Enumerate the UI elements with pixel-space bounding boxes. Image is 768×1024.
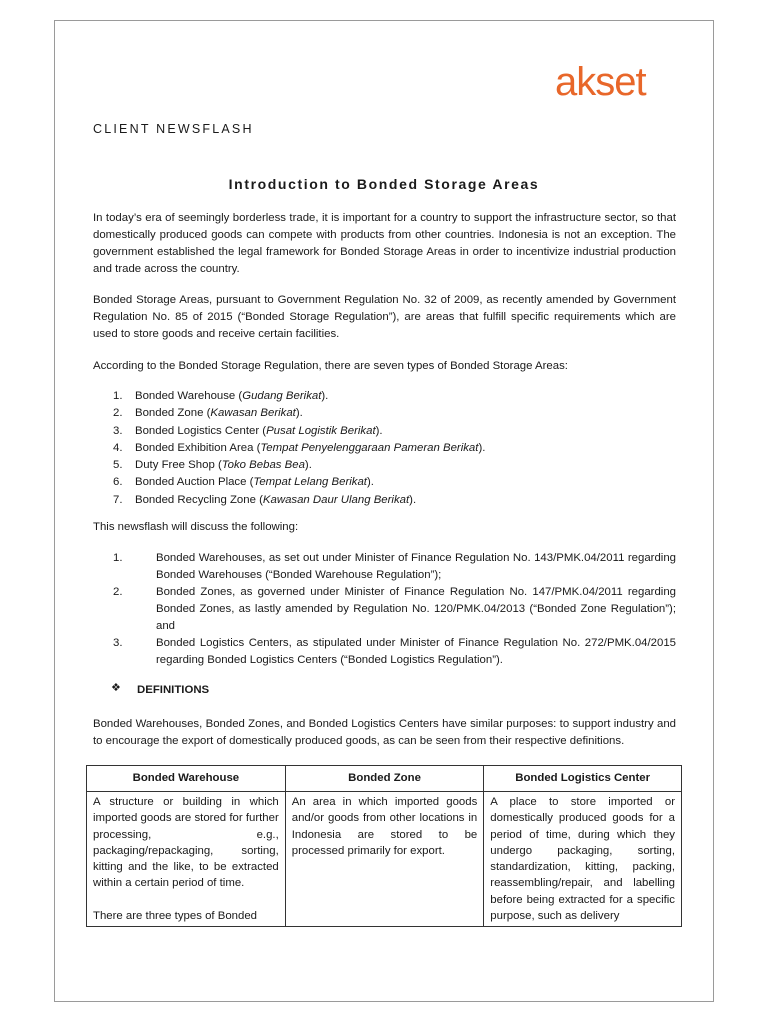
table-row bbox=[87, 792, 682, 927]
table-cell: An area in which imported goods and/or goods from other locations in Indonesia are stored to be processed primarily for export. bbox=[285, 792, 484, 927]
definitions-intro-paragraph: Bonded Warehouses, Bonded Zones, and Bonded Logistics Centers have similar purposes: to support industry and to encourage the export of domestically produced goods, as can be seen from their respective definitions. bbox=[93, 718, 676, 747]
list-item: 4. Bonded Exhibition Area (Tempat Penyelenggaraan Pameran Berikat). bbox=[113, 441, 486, 454]
newsflash-label: CLIENT NEWSFLASH bbox=[93, 122, 254, 136]
discussion-list bbox=[113, 550, 676, 669]
list-item: 1. Bonded Warehouse (Gudang Berikat). bbox=[113, 390, 329, 402]
company-logo bbox=[555, 58, 677, 106]
definitions-heading: ❖ DEFINITIONS bbox=[112, 684, 209, 696]
list-item: 6. Bonded Auction Place (Tempat Lelang Berikat). bbox=[113, 476, 374, 489]
list-item: 3. Bonded Logistics Center (Pusat Logistik Berikat). bbox=[113, 424, 383, 437]
discuss-intro-paragraph: This newsflash will discuss the following: bbox=[93, 521, 299, 533]
list-item: 5. Duty Free Shop (Toko Bebas Bea). bbox=[113, 459, 312, 472]
definitions-table bbox=[86, 765, 682, 927]
regulation-paragraph: Bonded Storage Areas, pursuant to Government Regulation No. 32 of 2009, as recently amended by Government Regulation No. 85 of 2015 (“Bonded Storage Regulation”), are areas that fulfill specific requirements which are used to store goods and receive certain facilities. bbox=[93, 294, 676, 340]
column-header: Bonded Warehouse bbox=[87, 766, 286, 792]
intro-paragraph: In today’s era of seemingly borderless trade, it is important for a country to support the infrastructure sector, so that domestically produced goods can compete with products from other countries. Indonesia is not an exception. The government established the legal framework for Bonded Storage Areas in order to incentivize industrial production and trade across the country. bbox=[93, 212, 676, 275]
table-cell: A structure or building in which imported goods are stored for further processing, e.g., packaging/repackaging, sorting, kitting and the like, to be extracted within a certain period of time. There are three types of Bonded bbox=[87, 792, 286, 927]
diamond-bullet-icon bbox=[112, 685, 122, 695]
table-cell: A place to store imported or domestically produced goods for a period of time, during which they undergo packaging, sorting, standardization, kitting, packing, reassembling/repair, and labelling before being extracted for a specific purpose, such as delivery bbox=[484, 792, 682, 927]
document-title: Introduction to Bonded Storage Areas bbox=[228, 176, 540, 192]
bonded-types-list bbox=[113, 388, 485, 509]
types-intro-paragraph: According to the Bonded Storage Regulation, there are seven types of Bonded Storage Areas: bbox=[93, 360, 568, 372]
column-header: Bonded Logistics Center bbox=[484, 766, 682, 792]
list-item: 2. Bonded Zone (Kawasan Berikat). bbox=[113, 407, 303, 420]
list-item: 2. Bonded Zones, as governed under Minister of Finance Regulation No. 147/PMK.04/2011 regarding Bonded Zones, as lastly amended by Regulation No. 120/PMK.04/2013 (“Bonded Zone Regulation”); and bbox=[113, 586, 676, 632]
column-header: Bonded Zone bbox=[285, 766, 484, 792]
logo-text: akset bbox=[555, 60, 646, 104]
table-header-row bbox=[87, 766, 682, 792]
list-item: 7. Bonded Recycling Zone (Kawasan Daur Ulang Berikat). bbox=[113, 493, 417, 506]
list-item: 3. Bonded Logistics Centers, as stipulated under Minister of Finance Regulation No. 272/PMK.04/2015 regarding Bonded Logistics Centers (“Bonded Logistics Regulation”). bbox=[113, 637, 676, 666]
list-item: 1. Bonded Warehouses, as set out under Minister of Finance Regulation No. 143/PMK.04/2011 regarding Bonded Warehouses (“Bonded Warehouse Regulation”); bbox=[113, 552, 676, 581]
